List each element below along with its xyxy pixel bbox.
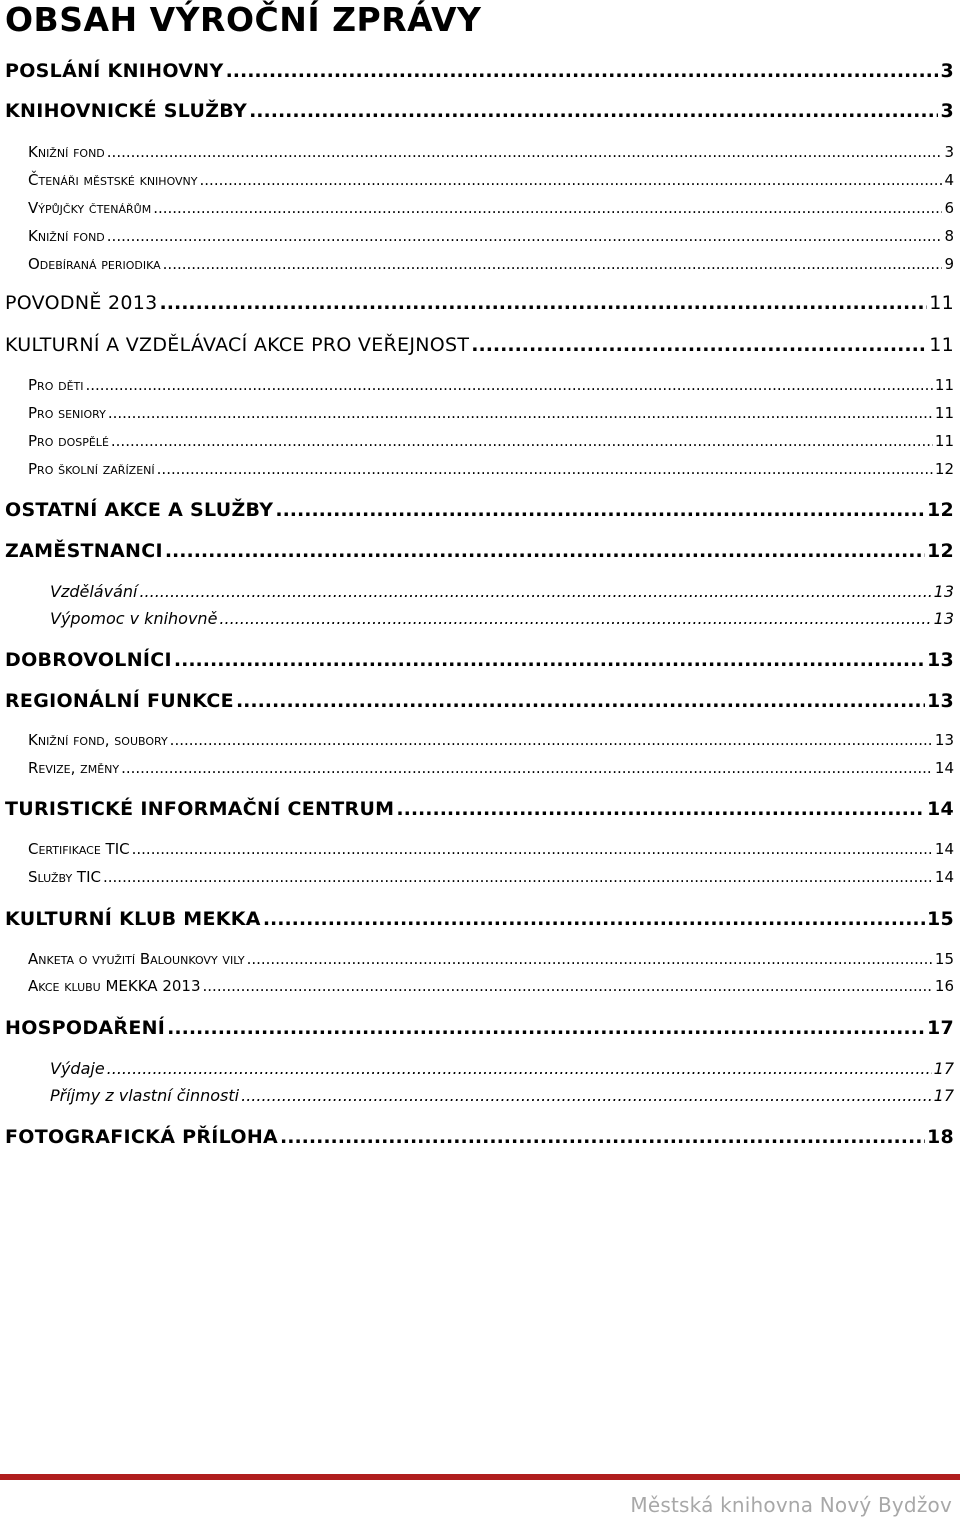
toc-label: Čtenáři městské knihovny [28, 171, 198, 189]
toc-leader [471, 334, 927, 356]
toc-leader [107, 227, 943, 245]
toc-leader [249, 100, 938, 122]
toc-label: Odebíraná periodika [28, 255, 161, 273]
toc-entry[interactable] [28, 376, 954, 394]
toc-leader [236, 690, 925, 712]
toc-label: Výdaje [50, 1059, 105, 1078]
toc-page: 14 [934, 759, 954, 777]
toc-leader [241, 1086, 932, 1105]
toc-leader [174, 649, 925, 671]
toc-page: 11 [929, 334, 954, 356]
toc-page: 3 [940, 100, 954, 122]
toc-leader [153, 199, 942, 217]
toc-label: Pro seniory [28, 404, 106, 422]
toc-label: Revize, změny [28, 759, 120, 777]
toc-entry[interactable] [5, 1017, 954, 1039]
toc-leader [132, 840, 933, 858]
toc-entry[interactable] [5, 292, 954, 314]
toc-label: HOSPODAŘENÍ [5, 1017, 166, 1039]
toc-entry[interactable] [5, 540, 954, 562]
toc-entry[interactable] [28, 731, 954, 749]
toc-page: 6 [944, 199, 954, 217]
toc-label: Knižní fond, soubory [28, 731, 168, 749]
toc-leader [103, 868, 933, 886]
toc-page: 12 [934, 460, 954, 478]
toc-leader [275, 499, 925, 521]
toc-entry[interactable] [5, 499, 954, 521]
toc-page: 9 [944, 255, 954, 273]
toc-leader [170, 731, 933, 749]
toc-label: Služby TIC [28, 868, 101, 886]
toc-page: 13 [933, 609, 954, 628]
toc-leader [86, 376, 933, 394]
toc-label: Výpůjčky čtenářům [28, 199, 152, 217]
toc-label: FOTOGRAFICKÁ PŘÍLOHA [5, 1126, 279, 1148]
toc-leader [247, 950, 933, 968]
toc-label: Pro děti [28, 376, 84, 394]
toc-page: 11 [934, 404, 954, 422]
toc-page: 14 [926, 798, 954, 820]
toc-leader [203, 977, 933, 995]
toc-label: Certifikace TIC [28, 840, 130, 858]
toc-label: Knižní fond [28, 227, 105, 245]
toc-label: Vzdělávání [50, 582, 138, 601]
toc-page: 14 [934, 868, 954, 886]
toc-label: Akce klubu MEKKA 2013 [28, 977, 201, 995]
toc-entry[interactable] [5, 1126, 954, 1148]
toc-leader [107, 1059, 932, 1078]
toc-entry[interactable] [28, 404, 954, 422]
toc-page: 11 [934, 432, 954, 450]
footer-text: Městská knihovna Nový Bydžov [630, 1493, 952, 1517]
footer-rule [0, 1474, 960, 1480]
toc-entry[interactable] [28, 199, 954, 217]
toc-label: Knižní fond [28, 143, 105, 161]
toc-entry[interactable] [5, 690, 954, 712]
toc-entry[interactable] [28, 950, 954, 968]
toc-leader [163, 255, 943, 273]
toc-entry[interactable] [50, 1086, 954, 1105]
toc-label: KNIHOVNICKÉ SLUŽBY [5, 100, 248, 122]
toc-page: 18 [926, 1126, 954, 1148]
toc-entry[interactable] [28, 432, 954, 450]
toc-page: 3 [944, 143, 954, 161]
toc-leader [139, 582, 931, 601]
toc-page: 11 [934, 376, 954, 394]
toc-entry[interactable] [28, 868, 954, 886]
toc-page: 8 [944, 227, 954, 245]
toc-page: 14 [934, 840, 954, 858]
toc-page: 12 [926, 499, 954, 521]
toc-entry[interactable] [28, 759, 954, 777]
toc-page: 12 [926, 540, 954, 562]
toc-entry[interactable] [28, 460, 954, 478]
toc-label: Pro dospělé [28, 432, 109, 450]
toc-entry[interactable] [28, 227, 954, 245]
toc-leader [157, 460, 933, 478]
toc-leader [108, 404, 933, 422]
toc-page: 13 [926, 690, 954, 712]
toc-page: 17 [933, 1059, 954, 1078]
toc-label: ZAMĚSTNANCI [5, 540, 163, 562]
toc-leader [200, 171, 943, 189]
toc-label: POVODNĚ 2013 [5, 292, 158, 314]
toc-entry[interactable] [50, 609, 954, 628]
toc-entry[interactable] [28, 255, 954, 273]
toc-leader [121, 759, 933, 777]
toc-leader [167, 1017, 925, 1039]
toc-label: OSTATNÍ AKCE A SLUŽBY [5, 499, 274, 521]
toc-leader [396, 798, 925, 820]
toc-label: TURISTICKÉ INFORMAČNÍ CENTRUM [5, 798, 395, 820]
toc-leader [226, 60, 939, 82]
toc-page: 17 [933, 1086, 954, 1105]
toc-label: Anketa o využití Balounkovy vily [28, 950, 245, 968]
toc-entry[interactable] [28, 171, 954, 189]
toc-entry[interactable] [50, 1059, 954, 1078]
toc-label: Pro školní zařízení [28, 460, 155, 478]
toc-entry[interactable] [5, 798, 954, 820]
document-title: OBSAH VÝROČNÍ ZPRÁVY [5, 0, 482, 39]
toc-entry[interactable] [5, 60, 954, 82]
toc-entry[interactable] [28, 143, 954, 161]
toc-leader [280, 1126, 925, 1148]
toc-entry[interactable] [5, 649, 954, 671]
toc-label: KULTURNÍ A VZDĚLÁVACÍ AKCE PRO VEŘEJNOST [5, 334, 470, 356]
toc-entry[interactable] [5, 908, 954, 930]
toc-leader [111, 432, 933, 450]
toc-leader [219, 609, 931, 628]
toc-label: KULTURNÍ KLUB MEKKA [5, 908, 261, 930]
toc-entry[interactable] [28, 977, 954, 995]
toc-entry[interactable] [5, 100, 954, 122]
toc-label: POSLÁNÍ KNIHOVNY [5, 60, 224, 82]
toc-label: REGIONÁLNÍ FUNKCE [5, 690, 234, 712]
toc-page: 13 [926, 649, 954, 671]
toc-page: 11 [929, 292, 954, 314]
toc-entry[interactable] [50, 582, 954, 601]
toc-label: DOBROVOLNÍCI [5, 649, 172, 671]
toc-page: 15 [934, 950, 954, 968]
toc-leader [160, 292, 928, 314]
toc-label: Příjmy z vlastní činnosti [50, 1086, 240, 1105]
toc-entry[interactable] [5, 334, 954, 356]
toc-leader [263, 908, 925, 930]
toc-page: 4 [944, 171, 954, 189]
toc-leader [165, 540, 925, 562]
toc-page: 15 [926, 908, 954, 930]
toc-page: 16 [934, 977, 954, 995]
toc-leader [107, 143, 943, 161]
toc-page: 3 [940, 60, 954, 82]
toc-page: 13 [934, 731, 954, 749]
toc-entry[interactable] [28, 840, 954, 858]
toc-page: 17 [926, 1017, 954, 1039]
toc-label: Výpomoc v knihovně [50, 609, 218, 628]
toc-page: 13 [933, 582, 954, 601]
